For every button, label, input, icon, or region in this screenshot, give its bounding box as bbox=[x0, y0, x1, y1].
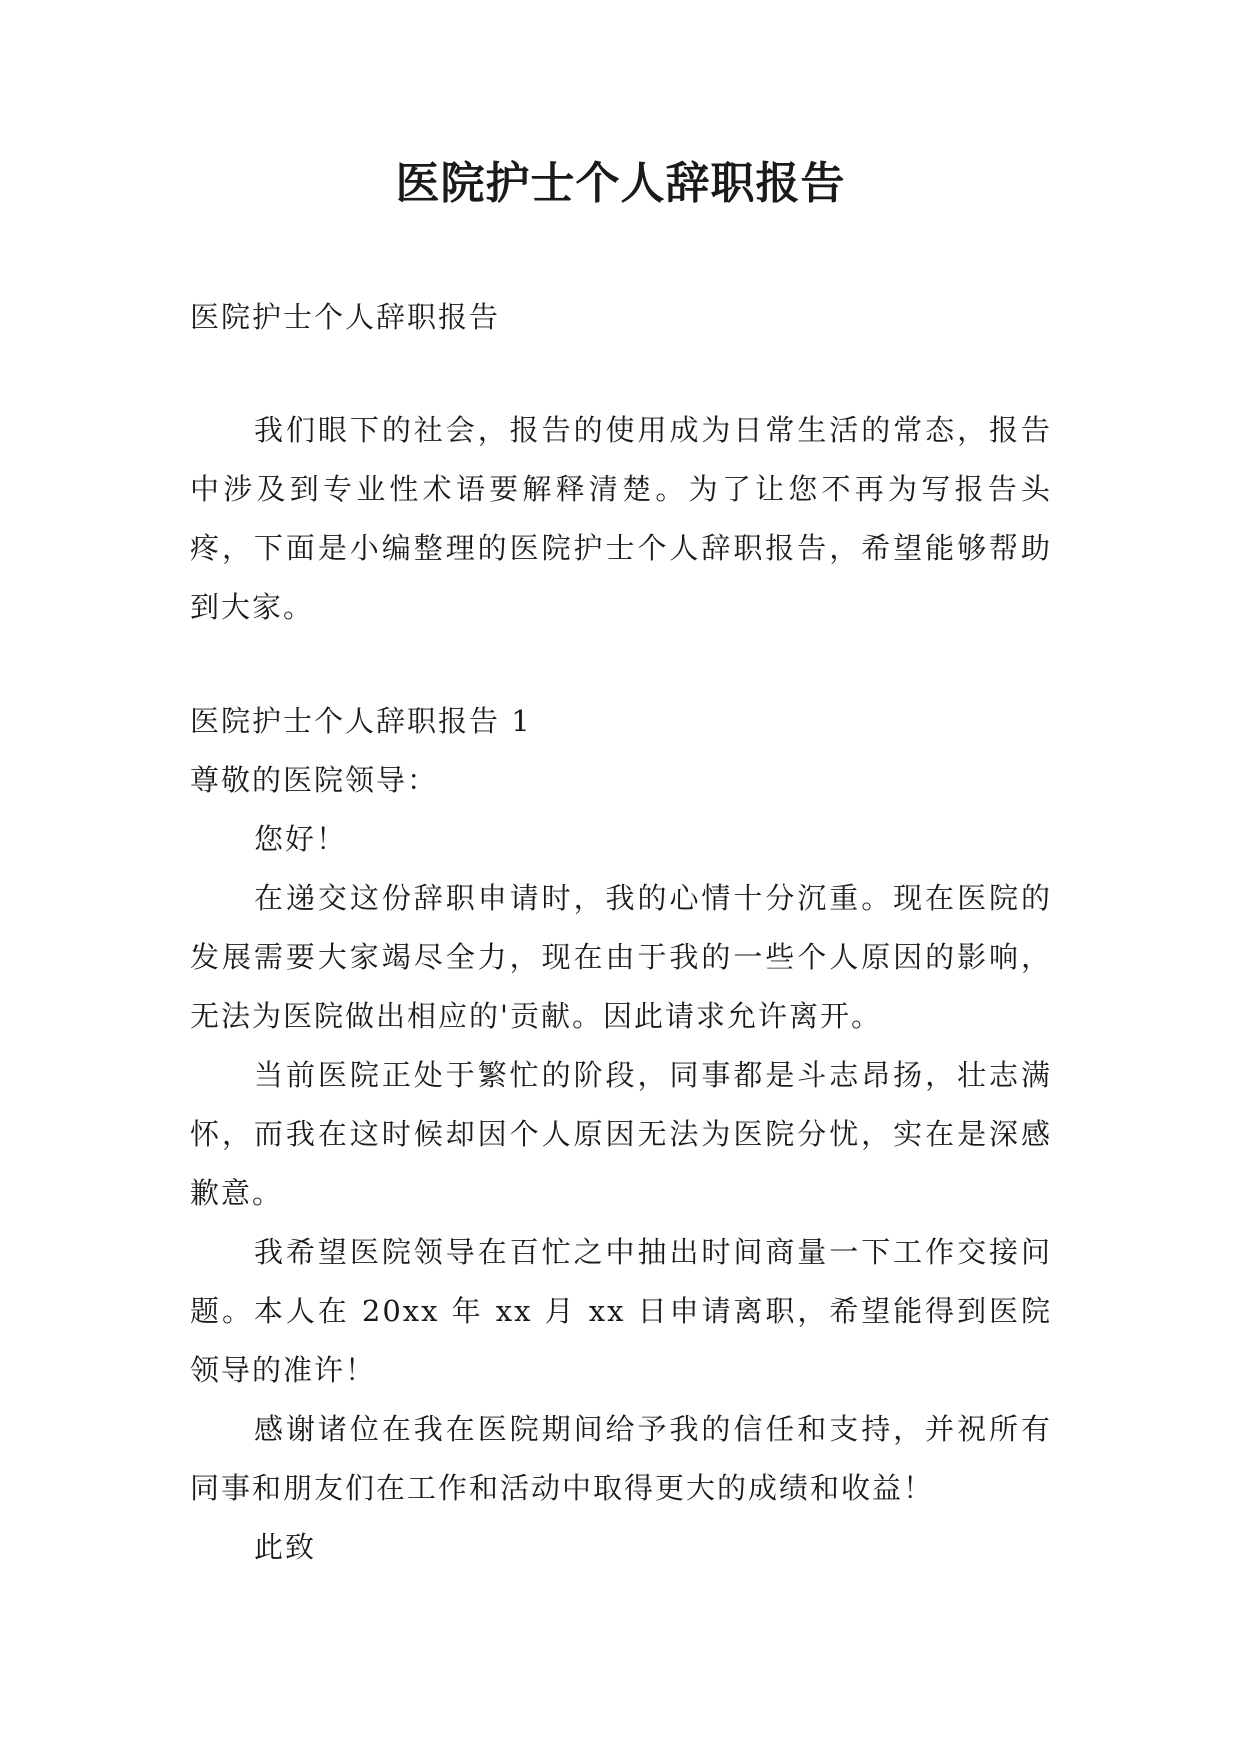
letter-paragraph-3: 我希望医院领导在百忙之中抽出时间商量一下工作交接问题。本人在 20xx 年 xx 月 xx 日申请离职，希望能得到医院领导的准许！ bbox=[190, 1235, 1052, 1387]
letter-body bbox=[190, 692, 1052, 1577]
salutation: 尊敬的医院领导： bbox=[190, 763, 439, 797]
document-subtitle: 医院护士个人辞职报告 bbox=[190, 300, 501, 334]
letter-paragraph-4: 感谢诸位在我在医院期间给予我的信任和支持，并祝所有同事和朋友们在工作和活动中取得更大的成绩和收益！ bbox=[190, 1412, 1052, 1505]
section-heading: 医院护士个人辞职报告 1 bbox=[190, 704, 532, 738]
intro-block bbox=[190, 401, 1052, 637]
greeting: 您好！ bbox=[254, 822, 348, 856]
closing: 此致 bbox=[254, 1530, 317, 1564]
intro-paragraph: 我们眼下的社会，报告的使用成为日常生活的常态，报告中涉及到专业性术语要解释清楚。为了让您不再为写报告头疼，下面是小编整理的医院护士个人辞职报告，希望能够帮助到大家。 bbox=[190, 413, 1052, 624]
document-subtitle-block bbox=[190, 288, 1052, 347]
letter-paragraph-1: 在递交这份辞职申请时，我的心情十分沉重。现在医院的发展需要大家竭尽全力，现在由于我的一些个人原因的影响，无法为医院做出相应的'贡献。因此请求允许离开。 bbox=[190, 881, 1052, 1033]
document-title: 医院护士个人辞职报告 bbox=[395, 158, 846, 209]
letter-paragraph-2: 当前医院正处于繁忙的阶段，同事都是斗志昂扬，壮志满怀，而我在这时候却因个人原因无法为医院分忧，实在是深感歉意。 bbox=[190, 1058, 1052, 1210]
